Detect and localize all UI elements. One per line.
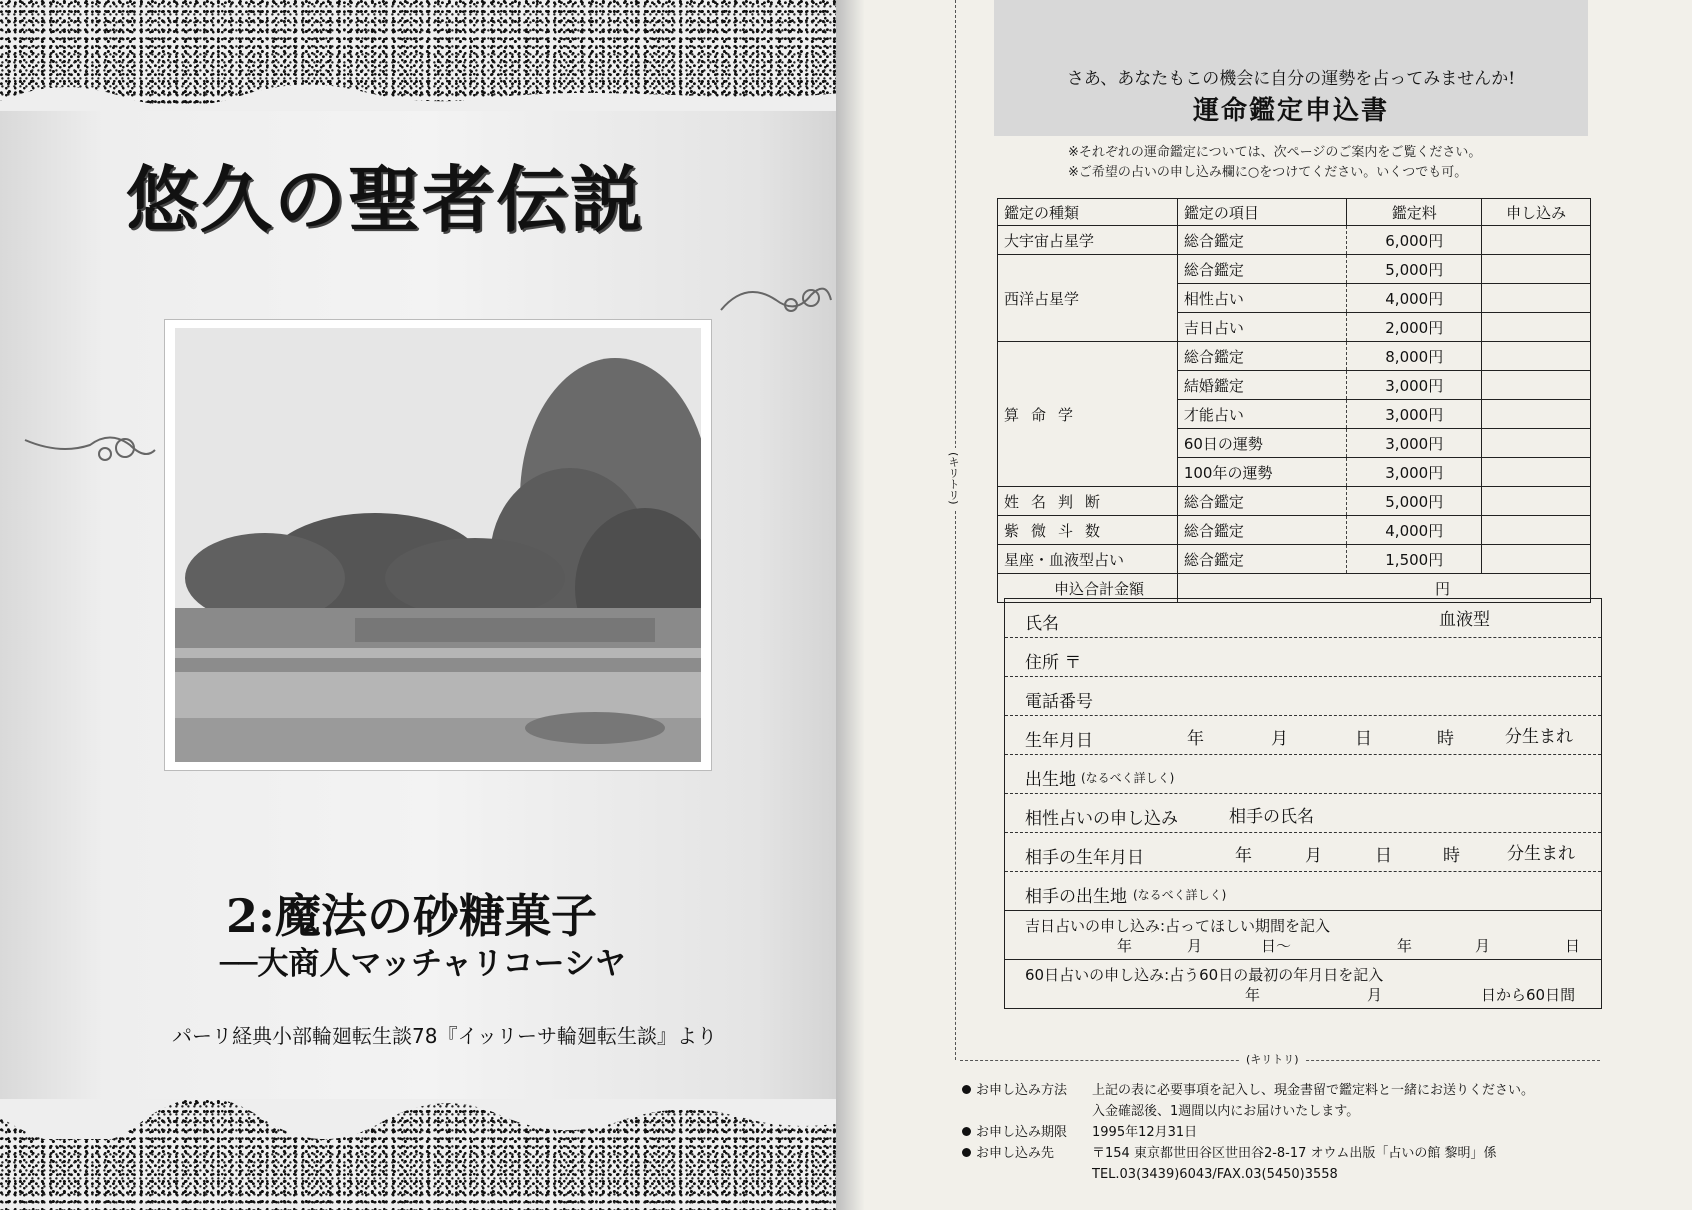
cloud-ornament-icon xyxy=(20,420,160,480)
deadline-row xyxy=(962,1122,1534,1143)
kind-cell: 西洋占星学 xyxy=(998,255,1178,342)
day-unit: 日 xyxy=(1565,937,1581,955)
detail-note: (なるべく詳しく) xyxy=(1081,771,1175,785)
minute-born-unit: 分生まれ xyxy=(1507,844,1575,864)
tilde-range: 日〜 xyxy=(1261,937,1292,955)
name-row[interactable] xyxy=(1005,599,1601,638)
total-label: 申込合計金額 xyxy=(998,574,1178,603)
phone-label: 電話番号 xyxy=(1025,692,1093,712)
method-label: お申し込み方法 xyxy=(976,1083,1068,1098)
form-header xyxy=(994,0,1588,136)
detail-note: (なるべく詳しく) xyxy=(1133,888,1227,902)
sixty-end-label: 日から60日間 xyxy=(1481,986,1576,1004)
kind-cell: 算命学 xyxy=(998,342,1178,487)
table-row xyxy=(998,487,1591,516)
apply-cell[interactable] xyxy=(1482,487,1591,516)
sixty-apply-label: 60日占いの申し込み:占う60日の最初の年月日を記入 xyxy=(1025,966,1384,984)
table-row xyxy=(998,342,1591,371)
fee-cell: 1,500円 xyxy=(1347,545,1482,574)
item-cell: 総合鑑定 xyxy=(1177,342,1347,371)
month-unit: 月 xyxy=(1187,937,1203,955)
table-row xyxy=(998,516,1591,545)
applicant-form xyxy=(1004,598,1602,1009)
fee-cell: 8,000円 xyxy=(1347,342,1482,371)
apply-cell[interactable] xyxy=(1482,255,1591,284)
cut-label-vertical: (キリトリ) xyxy=(945,448,961,509)
month-unit: 月 xyxy=(1271,729,1288,749)
bullet-icon xyxy=(962,1127,971,1136)
book-spine xyxy=(836,0,864,1210)
column-header: 鑑定の項目 xyxy=(1177,199,1347,226)
cut-label-horizontal: (キリトリ) xyxy=(1240,1051,1305,1067)
birth-label: 生年月日 xyxy=(1025,731,1093,751)
item-cell: 総合鑑定 xyxy=(1177,255,1347,284)
year-unit: 年 xyxy=(1117,937,1133,955)
table-row xyxy=(998,226,1591,255)
apply-cell[interactable] xyxy=(1482,342,1591,371)
apply-cell[interactable] xyxy=(1482,458,1591,487)
fee-cell: 3,000円 xyxy=(1347,400,1482,429)
column-header: 鑑定料 xyxy=(1347,199,1482,226)
fee-cell: 5,000円 xyxy=(1347,255,1482,284)
bottom-speckle-border xyxy=(0,1100,860,1210)
table-row xyxy=(998,255,1591,284)
wave-edge xyxy=(0,1099,860,1139)
day-unit: 日 xyxy=(1375,846,1392,866)
method-row xyxy=(962,1080,1534,1101)
deadline-label: お申し込み期限 xyxy=(976,1125,1068,1140)
method-text: 上記の表に必要事項を記入し、現金書留で鑑定料と一緒にお送りください。 xyxy=(1092,1083,1535,1098)
tel-text: TEL.03(3439)6043/FAX.03(5450)3558 xyxy=(1092,1167,1338,1182)
wave-edge xyxy=(0,71,860,111)
address-row xyxy=(962,1143,1534,1164)
apply-cell[interactable] xyxy=(1482,226,1591,255)
chapter-subtitle: ──大商人マッチャリコーシヤ xyxy=(220,946,626,982)
top-speckle-border xyxy=(0,0,860,110)
kind-cell: 大宇宙占星学 xyxy=(998,226,1178,255)
apply-cell[interactable] xyxy=(1482,429,1591,458)
kind-cell: 姓名判断 xyxy=(998,487,1178,516)
item-cell: 吉日占い xyxy=(1177,313,1347,342)
address-label: お申し込み先 xyxy=(976,1146,1055,1161)
day-unit: 日 xyxy=(1355,729,1372,749)
year-unit: 年 xyxy=(1245,986,1261,1004)
form-title: 運命鑑定申込書 xyxy=(1192,96,1389,126)
application-info xyxy=(962,1080,1534,1185)
fee-cell: 4,000円 xyxy=(1347,284,1482,313)
source-text: パーリ経典小部輪廻転生談78『イッリーサ輪廻転生談』より xyxy=(172,1024,718,1048)
year-unit: 年 xyxy=(1397,937,1413,955)
column-header: 申し込み xyxy=(1482,199,1591,226)
partner-name-label: 相手の氏名 xyxy=(1229,807,1314,827)
form-notes xyxy=(1068,143,1481,183)
partner-birth-row[interactable] xyxy=(1005,833,1601,872)
kind-cell: 星座・血液型占い xyxy=(998,545,1178,574)
item-cell: 総合鑑定 xyxy=(1177,487,1347,516)
month-unit: 月 xyxy=(1367,986,1383,1004)
lucky-day-row[interactable] xyxy=(1005,911,1601,960)
year-unit: 年 xyxy=(1187,729,1204,749)
phone-row[interactable] xyxy=(1005,677,1601,716)
cut-line-vertical xyxy=(955,0,956,1060)
blood-type-label: 血液型 xyxy=(1439,610,1490,630)
apply-cell[interactable] xyxy=(1482,400,1591,429)
fortune-price-table xyxy=(997,198,1591,603)
table-header-row xyxy=(998,199,1591,226)
tel-row xyxy=(962,1164,1534,1185)
total-unit: 円 xyxy=(1434,579,1450,598)
apply-cell[interactable] xyxy=(1482,371,1591,400)
partner-birthplace-label: 相手の出生地 xyxy=(1025,887,1127,907)
book-title: 悠久の聖者伝説 xyxy=(126,157,645,242)
compat-apply-label: 相性占いの申し込み xyxy=(1025,809,1178,829)
partner-birth-label: 相手の生年月日 xyxy=(1025,848,1144,868)
fee-cell: 6,000円 xyxy=(1347,226,1482,255)
kind-cell: 紫微斗数 xyxy=(998,516,1178,545)
item-cell: 総合鑑定 xyxy=(1177,545,1347,574)
name-label: 氏名 xyxy=(1025,614,1059,634)
lucky-apply-label: 吉日占いの申し込み:占ってほしい期間を記入 xyxy=(1025,917,1331,935)
method-row-2 xyxy=(962,1101,1534,1122)
ruins-landscape-photo xyxy=(175,328,701,762)
bullet-icon xyxy=(962,1085,971,1094)
cloud-ornament-icon xyxy=(716,270,836,330)
month-unit: 月 xyxy=(1305,846,1322,866)
month-unit: 月 xyxy=(1475,937,1491,955)
address-row[interactable] xyxy=(1005,638,1601,677)
fee-cell: 3,000円 xyxy=(1347,371,1482,400)
birthplace-label: 出生地 xyxy=(1025,770,1076,790)
header-lead: さあ、あなたもこの機会に自分の運勢を占ってみませんか! xyxy=(1066,69,1516,89)
method-text-2: 入金確認後、1週間以内にお届けいたします。 xyxy=(1092,1104,1360,1119)
item-cell: 才能占い xyxy=(1177,400,1347,429)
hour-unit: 時 xyxy=(1443,846,1460,866)
chapter-title: 2:魔法の砂糖菓子 xyxy=(226,889,597,943)
apply-cell[interactable] xyxy=(1482,545,1591,574)
apply-cell[interactable] xyxy=(1482,313,1591,342)
address-text: 〒154 東京都世田谷区世田谷2-8-17 オウム出版「占いの館 黎明」係 xyxy=(1092,1146,1497,1161)
item-cell: 総合鑑定 xyxy=(1177,226,1347,255)
fee-cell: 3,000円 xyxy=(1347,458,1482,487)
sixty-day-row[interactable] xyxy=(1005,960,1601,1008)
fee-cell: 5,000円 xyxy=(1347,487,1482,516)
compat-row[interactable] xyxy=(1005,794,1601,833)
address-label: 住所 〒 xyxy=(1025,653,1082,673)
apply-cell[interactable] xyxy=(1482,284,1591,313)
apply-cell[interactable] xyxy=(1482,516,1591,545)
minute-born-unit: 分生まれ xyxy=(1505,727,1573,747)
item-cell: 60日の運勢 xyxy=(1177,429,1347,458)
item-cell: 相性占い xyxy=(1177,284,1347,313)
birthplace-row[interactable] xyxy=(1005,755,1601,794)
note-line: ※ご希望の占いの申し込み欄に○をつけてください。いくつでも可。 xyxy=(1068,165,1468,180)
item-cell: 100年の運勢 xyxy=(1177,458,1347,487)
year-unit: 年 xyxy=(1235,846,1252,866)
photo-frame xyxy=(165,320,711,770)
note-line: ※それぞれの運命鑑定については、次ページのご案内をご覧ください。 xyxy=(1068,145,1482,160)
hour-unit: 時 xyxy=(1437,729,1454,749)
table-row xyxy=(998,545,1591,574)
item-cell: 結婚鑑定 xyxy=(1177,371,1347,400)
birth-row[interactable] xyxy=(1005,716,1601,755)
column-header: 鑑定の種類 xyxy=(998,199,1178,226)
fee-cell: 4,000円 xyxy=(1347,516,1482,545)
deadline-text: 1995年12月31日 xyxy=(1092,1125,1198,1140)
partner-birthplace-row[interactable] xyxy=(1005,872,1601,911)
bullet-icon xyxy=(962,1148,971,1157)
fee-cell: 3,000円 xyxy=(1347,429,1482,458)
fee-cell: 2,000円 xyxy=(1347,313,1482,342)
item-cell: 総合鑑定 xyxy=(1177,516,1347,545)
